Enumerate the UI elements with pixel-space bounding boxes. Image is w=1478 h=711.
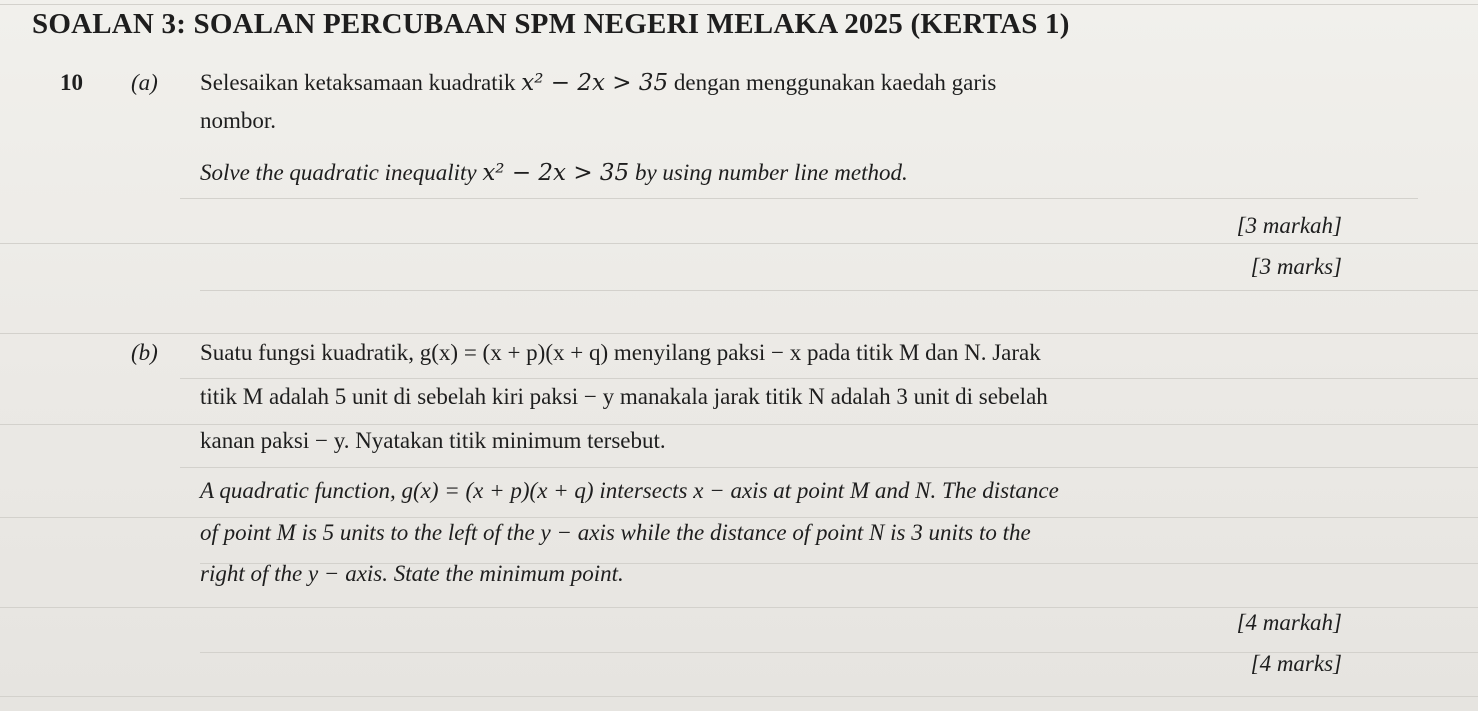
ruled-line — [0, 696, 1478, 697]
page-title: SOALAN 3: SOALAN PERCUBAAN SPM NEGERI MELAKA 2025 (KERTAS 1) — [32, 8, 1070, 40]
part-a-malay-text-pre: Selesaikan ketaksamaan kuadratik — [200, 70, 522, 95]
ruled-line — [180, 198, 1418, 199]
part-a-english-text-pre: Solve the quadratic inequality — [200, 160, 483, 185]
ruled-line — [200, 290, 1478, 291]
part-b-malay-line1: Suatu fungsi kuadratik, g(x) = (x + p)(x + q) menyilang paksi − x pada titik M dan N. Jarak — [200, 340, 1041, 365]
ruled-line — [180, 467, 1478, 468]
part-b-marks-english: [4 marks] — [1250, 651, 1342, 676]
question-number: 10 — [60, 70, 83, 95]
ruled-line — [0, 424, 1478, 425]
part-b-english-line1: A quadratic function, g(x) = (x + p)(x + q) intersects x − axis at point M and N. The distance — [200, 478, 1059, 503]
part-a-malay-text-post: dengan menggunakan kaedah garis — [668, 70, 997, 95]
ruled-line — [0, 333, 1478, 334]
ruled-line — [0, 243, 1478, 244]
part-a-malay-inequality: x² − 2x > 35 — [521, 70, 669, 96]
part-a-english-text-post: by using number line method. — [629, 160, 908, 185]
part-b-label: (b) — [131, 340, 158, 365]
part-a-english-inequality: x² − 2x > 35 — [482, 160, 630, 186]
ruled-line — [180, 378, 1478, 379]
part-b-english-line2: of point M is 5 units to the left of the y − axis while the distance of point N is 3 units to the — [200, 520, 1031, 545]
part-a-marks-malay: [3 markah] — [1236, 213, 1342, 238]
part-a-malay-line2: nombor. — [200, 108, 277, 133]
part-a-marks-english: [3 marks] — [1250, 254, 1342, 279]
part-b-english-line3: right of the y − axis. State the minimum point. — [200, 561, 624, 586]
part-b-malay-line2: titik M adalah 5 unit di sebelah kiri paksi − y manakala jarak titik N adalah 3 unit di sebelah — [200, 384, 1048, 409]
ruled-line — [0, 517, 1478, 518]
part-a-label: (a) — [131, 70, 158, 95]
part-b-malay-line3: kanan paksi − y. Nyatakan titik minimum tersebut. — [200, 428, 666, 453]
ruled-line — [0, 607, 1478, 608]
part-b-marks-malay: [4 markah] — [1236, 610, 1342, 635]
ruled-line — [0, 4, 1478, 5]
part-a-malay-line1 — [200, 70, 996, 96]
part-a-english-line — [200, 160, 908, 186]
